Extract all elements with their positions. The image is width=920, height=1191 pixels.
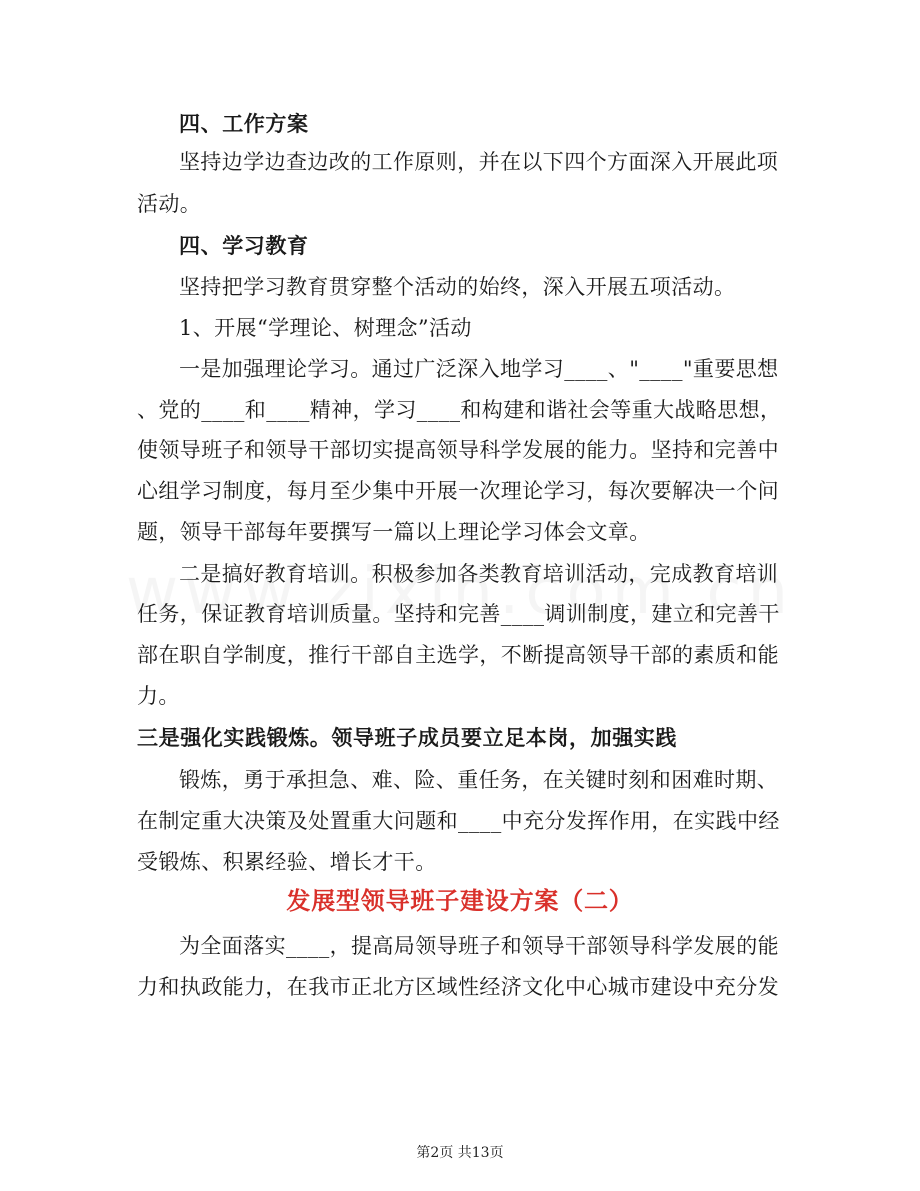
paragraph-line: 活动。 <box>137 192 202 216</box>
paragraph-line: 力。 <box>137 684 180 708</box>
paragraph-line: 使领导班子和领导干部切实提高领导科学发展的能力。坚持和完善中 <box>137 438 779 462</box>
paragraph-line: 一是加强理论学习。通过广泛深入地学习____、"____"重要思想 <box>179 357 779 381</box>
paragraph-line: 受锻炼、积累经验、增长才干。 <box>137 850 437 874</box>
paragraph-line: 部在职自学制度，推行干部自主选学，不断提高领导干部的素质和能 <box>137 643 779 667</box>
paragraph-line: 为全面落实____，提高局领导班子和领导干部领导科学发展的能 <box>179 934 779 958</box>
heading-study-education: 四、学习教育 <box>179 234 309 258</box>
subheading-activity-1: 1、开展“学理论、树理念”活动 <box>179 316 472 340</box>
page-number: 第2页 共13页 <box>416 1145 504 1161</box>
paragraph-line: 锻炼，勇于承担急、难、险、重任务，在关键时刻和困难时期、 <box>179 768 779 792</box>
paragraph-line: 心组学习制度，每月至少集中开展一次理论学习，每次要解决一个问 <box>137 479 779 503</box>
paragraph-line: 在制定重大决策及处置重大问题和____中充分发挥作用，在实践中经 <box>137 809 780 833</box>
heading-work-plan: 四、工作方案 <box>179 112 309 136</box>
paragraph-line: 题，领导干部每年要撰写一篇以上理论学习体会文章。 <box>137 520 651 544</box>
paragraph-line: 二是搞好教育培训。积极参加各类教育培训活动，完成教育培训 <box>179 562 779 586</box>
bold-paragraph-practice: 三是强化实践锻炼。领导班子成员要立足本岗，加强实践 <box>137 726 677 750</box>
paragraph-line: 、党的____和____精神，学习____和构建和谐社会等重大战略思想， <box>137 398 782 422</box>
section-title: 发展型领导班子建设方案（二） <box>286 887 634 915</box>
paragraph-line: 坚持把学习教育贯穿整个活动的始终，深入开展五项活动。 <box>179 275 736 299</box>
paragraph-line: 力和执政能力，在我市正北方区域性经济文化中心城市建设中充分发 <box>137 975 779 999</box>
paragraph-line: 坚持边学边查边改的工作原则，并在以下四个方面深入开展此项 <box>179 150 779 174</box>
paragraph-line: 任务，保证教育培训质量。坚持和完善____调训制度，建立和完善干 <box>137 602 780 626</box>
